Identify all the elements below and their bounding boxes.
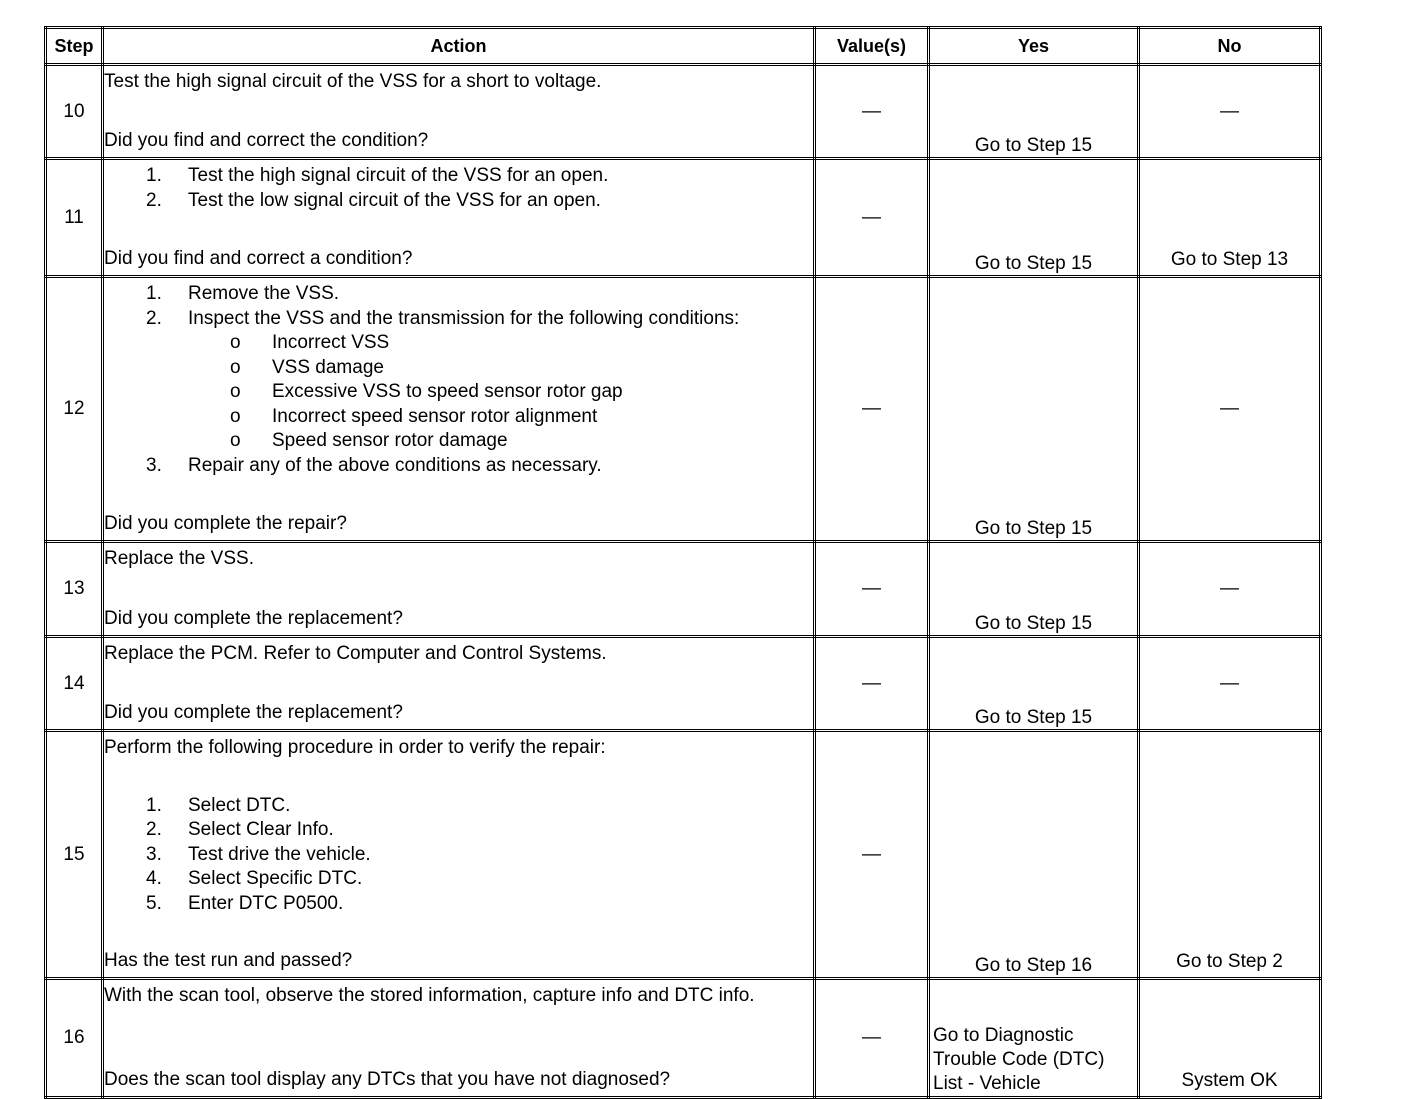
action-text: Replace the PCM. Refer to Computer and Control Systems. — [104, 643, 607, 664]
table-row — [46, 637, 1321, 731]
no-cell: — — [1139, 542, 1321, 637]
value-cell: — — [815, 65, 929, 159]
yes-cell: Go to Step 15 — [929, 65, 1139, 159]
action-text: Perform the following procedure in order to verify the repair: — [104, 737, 606, 758]
table-row — [46, 542, 1321, 637]
diagnostic-table — [44, 26, 1322, 1099]
list-item: 4. Select Specific DTC. — [146, 868, 363, 889]
header-values: Value(s) — [815, 28, 929, 65]
action-cell — [103, 65, 815, 159]
list-item: o Incorrect speed sensor rotor alignment — [230, 405, 598, 427]
action-cell — [103, 731, 815, 979]
list-item: o Incorrect VSS — [230, 332, 390, 353]
table-row — [46, 731, 1321, 979]
step-number: 13 — [46, 542, 103, 637]
action-question: Did you find and correct a condition? — [104, 247, 413, 269]
yes-cell: Go to Diagnostic Trouble Code (DTC) List - Vehicle — [929, 979, 1139, 1098]
list-item: 2. Test the low signal circuit of the VSS for an open. — [146, 189, 601, 211]
no-cell: System OK — [1139, 979, 1321, 1098]
yes-cell: Go to Step 15 — [929, 277, 1139, 542]
list-item: 1. Remove the VSS. — [146, 283, 340, 304]
value-cell: — — [815, 731, 929, 979]
header-no: No — [1139, 28, 1321, 65]
header-row — [46, 28, 1321, 65]
list-item: 1. Select DTC. — [146, 794, 291, 816]
action-cell — [103, 277, 815, 542]
list-item: 3. Test drive the vehicle. — [146, 843, 371, 865]
step-number: 16 — [46, 979, 103, 1098]
action-text: Test the high signal circuit of the VSS for a short to voltage. — [104, 71, 602, 92]
no-cell: — — [1139, 637, 1321, 731]
yes-cell: Go to Step 15 — [929, 637, 1139, 731]
action-steps — [104, 794, 813, 917]
list-item: o Excessive VSS to speed sensor rotor gap — [230, 381, 623, 402]
action-cell — [103, 979, 815, 1098]
value-cell: — — [815, 159, 929, 277]
value-cell: — — [815, 979, 929, 1098]
table-row — [46, 277, 1321, 542]
list-item: 5. Enter DTC P0500. — [146, 892, 344, 914]
action-cell — [103, 637, 815, 731]
list-item: 1. Test the high signal circuit of the VSS for an open. — [146, 165, 609, 186]
condition-list — [104, 331, 813, 454]
action-question: Does the scan tool display any DTCs that you have not diagnosed? — [104, 1068, 671, 1090]
list-item: 3. Repair any of the above conditions as necessary. — [146, 454, 602, 476]
action-cell — [103, 542, 815, 637]
action-question: Did you complete the replacement? — [104, 701, 403, 723]
step-number: 15 — [46, 731, 103, 979]
value-cell: — — [815, 542, 929, 637]
header-action: Action — [103, 28, 815, 65]
action-question: Has the test run and passed? — [104, 949, 353, 971]
action-text: With the scan tool, observe the stored information, capture info and DTC info. — [104, 985, 755, 1006]
no-cell: Go to Step 13 — [1139, 159, 1321, 277]
table-row — [46, 159, 1321, 277]
list-item: o VSS damage — [230, 356, 384, 378]
value-cell: — — [815, 277, 929, 542]
header-yes: Yes — [929, 28, 1139, 65]
action-steps — [104, 282, 813, 331]
table-row — [46, 65, 1321, 159]
action-steps — [104, 164, 813, 213]
action-cell — [103, 159, 815, 277]
value-cell: — — [815, 637, 929, 731]
yes-cell: Go to Step 16 — [929, 731, 1139, 979]
list-item: o Speed sensor rotor damage — [230, 430, 508, 451]
step-number: 12 — [46, 277, 103, 542]
action-steps — [104, 454, 813, 479]
table-row — [46, 979, 1321, 1098]
no-cell: — — [1139, 65, 1321, 159]
list-item: 2. Select Clear Info. — [146, 819, 334, 840]
no-cell: Go to Step 2 — [1139, 731, 1321, 979]
yes-cell: Go to Step 15 — [929, 542, 1139, 637]
action-question: Did you find and correct the condition? — [104, 129, 429, 151]
action-text: Replace the VSS. — [104, 548, 254, 569]
step-number: 10 — [46, 65, 103, 159]
action-question: Did you complete the repair? — [104, 512, 347, 534]
action-question: Did you complete the replacement? — [104, 607, 403, 629]
list-item: 2. Inspect the VSS and the transmission for the following conditions: — [146, 307, 740, 329]
header-step: Step — [46, 28, 103, 65]
step-number: 14 — [46, 637, 103, 731]
step-number: 11 — [46, 159, 103, 277]
no-cell: — — [1139, 277, 1321, 542]
yes-cell: Go to Step 15 — [929, 159, 1139, 277]
